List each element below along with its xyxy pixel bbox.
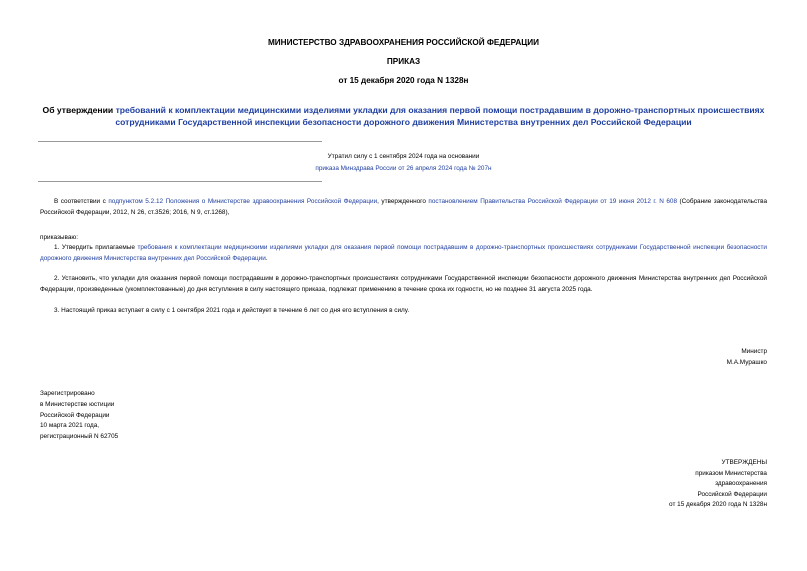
status-divider-bottom [38,181,322,182]
signature-block [727,347,767,368]
preamble-text-b: , утвержденного [377,198,429,205]
clause-1-text-b: . [265,254,268,262]
document-date-number: от 15 декабря 2020 года N 1328н [338,76,469,85]
title-requirements-link[interactable]: требований к комплектации медицинскими изделиями укладки для оказания первой помощи пострадавшим в дорожно-транспортных происшествиях сотрудниками Государственной инспекции безопасности дорожного движения Министерства внутренних дел Российской Федерации [115,105,765,127]
registration-line: в Министерстве юстиции [40,400,115,408]
approval-block [669,458,767,511]
signatory-position: Министр [741,348,767,355]
registration-line: регистрационный N 62705 [40,433,119,441]
approval-line: приказом Министерства [695,469,767,477]
preamble-paragraph [40,197,767,218]
order-word: приказываю: [40,234,78,241]
approval-line: Российской Федерации [697,490,767,498]
approved-requirements-link[interactable]: требования к комплектации медицинскими изделиями укладки для оказания первой помощи пострадавшим в дорожно-транспортных происшествиях сотрудниками Государственной инспекции безопасности дорожного движения Министерства внутренних дел Российской Федерации [40,244,767,262]
registration-line: Российской Федерации [40,411,110,419]
government-resolution-link[interactable]: постановлением Правительства Российской Федерации от 19 июня 2012 г. N 608 [428,198,678,205]
document-title [40,104,767,128]
signatory-name: М.А.Мурашко [726,358,767,366]
status-note-line2 [0,164,807,174]
preamble-text-c: (Собрание законодательства Российской Федерации, 2012, N 26, ст.3526; 2016, N 9, ст.1268), [40,198,768,216]
preamble-text-a: В соответствии с [54,198,109,205]
clause-1 [40,243,767,264]
approval-line: здравоохранения [715,480,767,487]
clause-1-text-a: 1. Утвердить прилагаемые [54,244,138,251]
status-note: Утратил силу с 1 сентября 2024 года на основании [327,153,480,160]
repeal-order-link[interactable]: приказа Минздрава России от 26 апреля 2024 года № 207н [315,165,492,172]
clause-2: 2. Установить, что укладки для оказания первой помощи пострадавшим в дорожно-транспортных происшествиях сотрудниками Государственной инспекции безопасности дорожного движения Министерства внутренних дел Российской Федерации, произведенные (укомплектованные) до дня вступления в силу настоящего приказа, подлежат применению в течение срока их годности, но не позднее 31 августа 2025 года. [40,275,767,293]
approval-line: от 15 декабря 2020 года N 1328н [669,501,767,508]
registration-line: Зарегистрировано [40,390,95,397]
clause-3: 3. Настоящий приказ вступает в силу с 1 сентября 2021 года и действует в течение 6 лет со дня его вступления в силу. [54,307,410,314]
title-prefix: Об утверждении [42,105,116,115]
ministry-heading: МИНИСТЕРСТВО ЗДРАВООХРАНЕНИЯ РОССИЙСКОЙ ФЕДЕРАЦИИ [267,38,540,47]
registration-block [40,389,118,443]
registration-line: 10 марта 2021 года, [40,422,100,430]
regulation-subclause-link[interactable]: подпунктом 5.2.12 Положения о Министерстве здравоохранения Российской Федерации [108,198,378,205]
status-divider-top [38,141,322,142]
approval-line: УТВЕРЖДЕНЫ [721,459,767,466]
document-type: ПРИКАЗ [386,57,421,66]
